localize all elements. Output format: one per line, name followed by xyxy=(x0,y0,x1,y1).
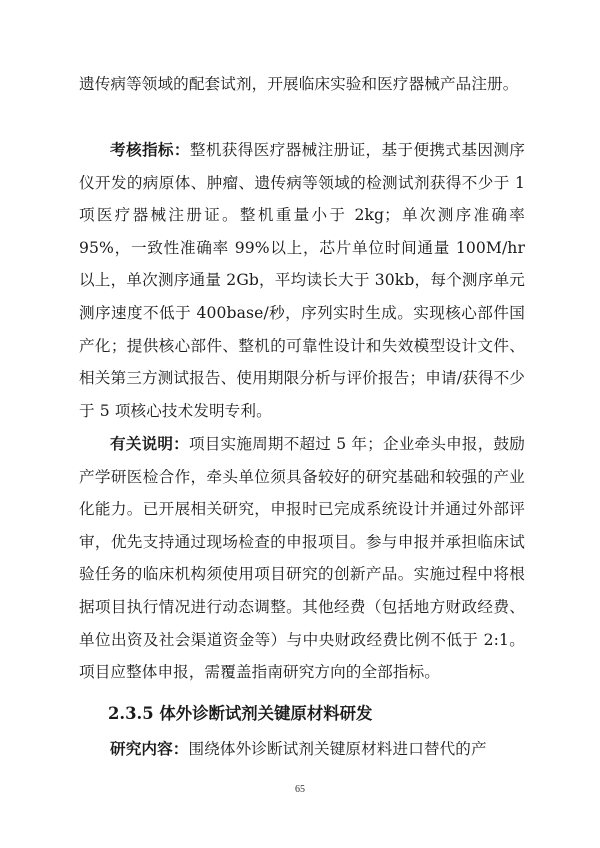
paragraph-lead: 有关说明： xyxy=(110,434,189,453)
paragraph-continuation xyxy=(79,68,525,101)
section-heading: 2.3.5 体外诊断试剂关键原材料研发 xyxy=(108,704,373,723)
paragraph-text: 围绕体外诊断试剂关键原材料进口替代的产 xyxy=(188,740,487,758)
paragraph-lead: 研究内容： xyxy=(110,739,189,758)
paragraph-related-notes xyxy=(79,428,525,689)
paragraph-lead: 考核指标： xyxy=(110,140,190,159)
page-number: 65 xyxy=(295,784,305,795)
paragraph-research-content xyxy=(79,733,525,766)
paragraph-text: 项目实施周期不超过 5 年；企业牵头申报，鼓励产学研医检合作，牵头单位须具备较好的研究基础和较强的产业化能力。已开展相关研究，申报时已完成系统设计并通过外部评审，优先支持通过现场检查的申报项目。参与申报并承担临床试验任务的临床机构须使用项目研究的创新产品。实施过程中将根据项目执行情况进行动态调整。其他经费（包括地方财政经费、单位出资及社会渠道资金等）与中央财政经费比例不低于 2:1。项目应整体申报，需覆盖指南研究方向的全部指标。 xyxy=(79,435,525,682)
paragraph-text: 遗传病等领域的配套试剂，开展临床实验和医疗器械产品注册。 xyxy=(79,75,519,93)
paragraph-text: 整机获得医疗器械注册证，基于便携式基因测序仪开发的病原体、肿瘤、遗传病等领域的检测试剂获得不少于 1 项医疗器械注册证。整机重量小于 2kg；单次测序准确率 95%，一致性准确率 99%以上，芯片单位时间通量 100M/hr 以上，单次测序通量 2Gb，平均读长大于 30kb，每个测序单元测序速度不低于 400base/秒，序列实时生成。实现核心部件国产化；提供核心部件、整机的可靠性设计和失效模型设计文件、相关第三方测试报告、使用期限分析与评价报告；申请/获得不少于 5 项核心技术发明专利。 xyxy=(79,141,525,420)
paragraph-assessment-indicators xyxy=(79,134,525,427)
